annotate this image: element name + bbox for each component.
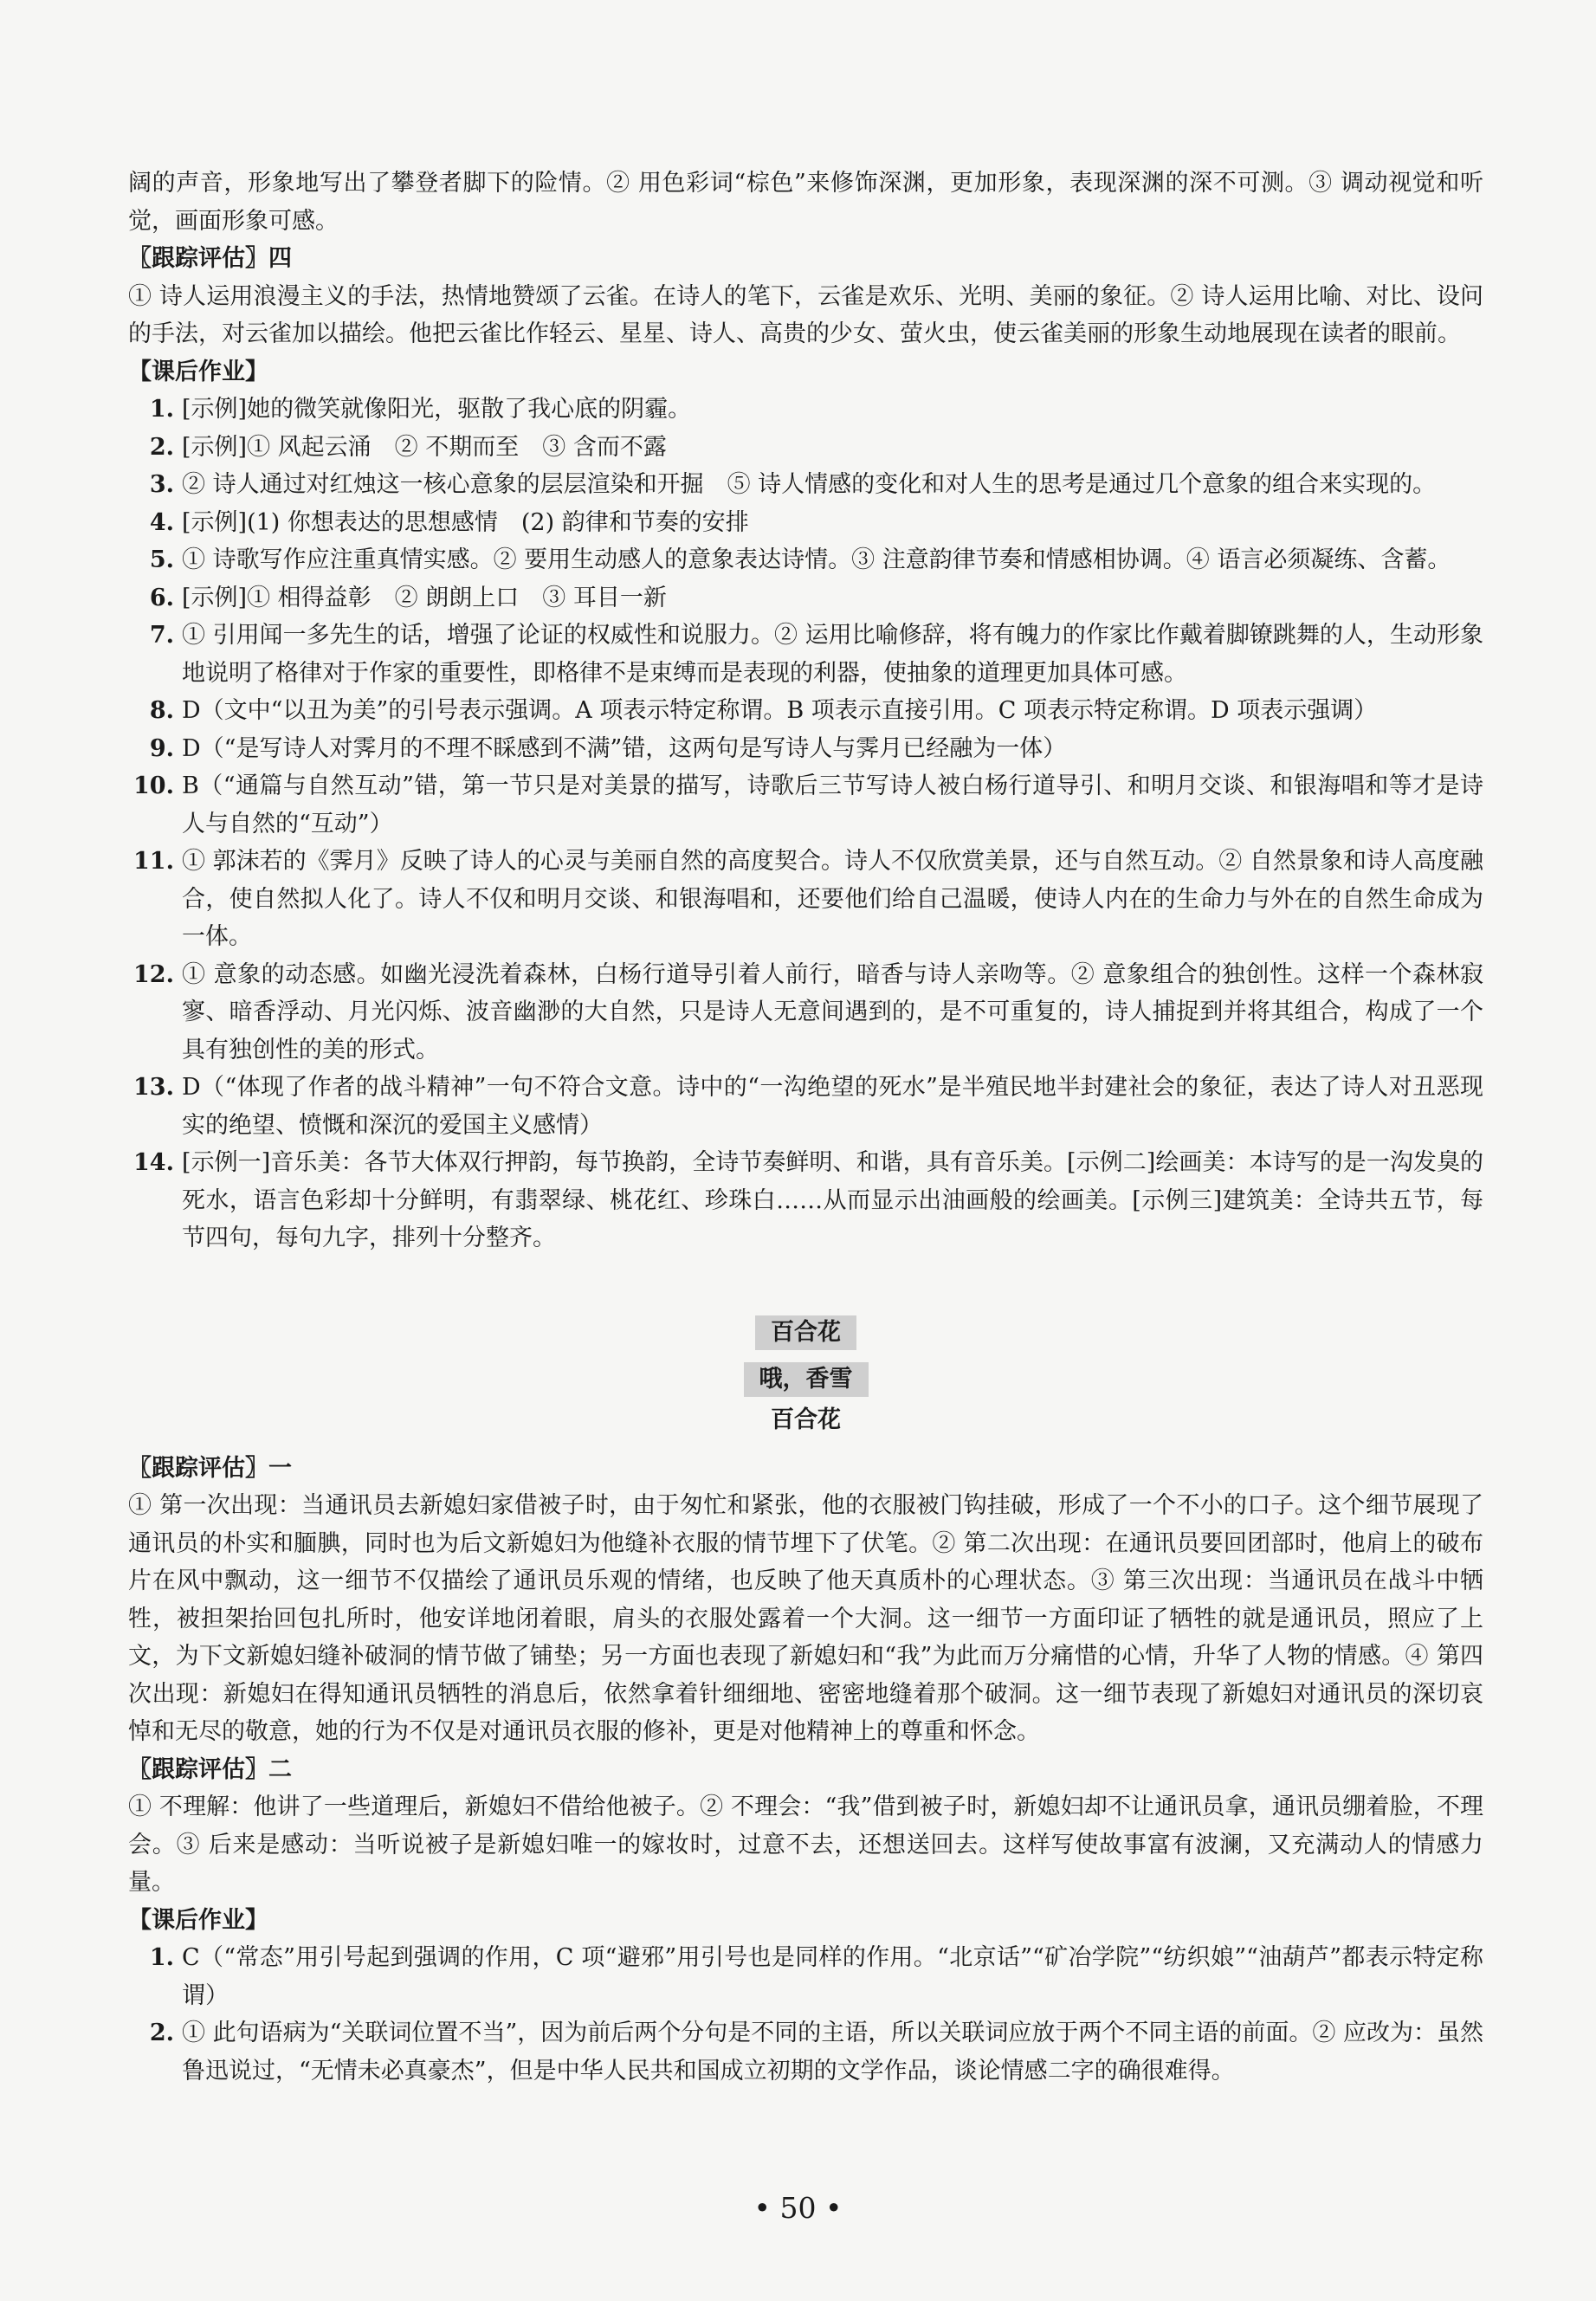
answer-number: 8. xyxy=(149,697,174,724)
answer-item-7 xyxy=(128,617,1483,692)
answer-item-14 xyxy=(128,1144,1483,1257)
answer-number: 2. xyxy=(149,2020,174,2046)
answer-text: [示例一]音乐美：各节大体双行押韵，每节换韵，全诗节奏鲜明、和谐，具有音乐美。[示例二]绘画美：本诗写的是一沟发臭的死水，语言色彩却十分鲜明，有翡翠绿、桃花红、珍珠白……从而显示出油画般的绘画美。[示例三]建筑美：全诗共五节，每节四句，每句九字，排列十分整齐。 xyxy=(182,1149,1483,1251)
tracking-assessment-2-label: 〖跟踪评估〗二 xyxy=(128,1755,292,1783)
answer-item-5 xyxy=(128,541,1483,579)
answer-number: 5. xyxy=(149,546,174,573)
answer-number: 3. xyxy=(149,471,174,498)
answer-number: 12. xyxy=(133,960,174,988)
answer-item-12 xyxy=(128,956,1483,1070)
homework-label: 【课后作业】 xyxy=(128,1906,268,1934)
answer-text: ① 诗歌写作应注重真情实感。② 要用生动感人的意象表达诗情。③ 注意韵律节奏和情感相协调。④ 语言必须凝练、含蓄。 xyxy=(182,546,1451,573)
answer-text: D（“体现了作者的战斗精神”一句不符合文意。诗中的“一沟绝望的死水”是半殖民地半封建社会的象征，表达了诗人对丑恶现实的绝望、愤慨和深沉的爱国主义感情） xyxy=(182,1074,1483,1139)
tracking-assessment-1-text: ① 第一次出现：当通讯员去新媳妇家借被子时，由于匆忙和紧张，他的衣服被门钩挂破，形成了一个不小的口子。这个细节展现了通讯员的朴实和腼腆，同时也为后文新媳妇为他缝补衣服的情节埋下了伏笔。② 第二次出现：在通讯员要回团部时，他肩上的破布片在风中飘动，这一细节不仅描绘了通讯员乐观的情绪，也反映了他天真质朴的心理状态。③ 第三次出现：当通讯员在战斗中牺牲，被担架抬回包扎所时，他安详地闭着眼，肩头的衣服处露着一个大洞。这一细节一方面印证了牺牲的就是通讯员，照应了上文，为下文新媳妇缝补破洞的情节做了铺垫；另一方面也表现了新媳妇和“我”为此而万分痛惜的心情，升华了人物的情感。④ 第四次出现：新媳妇在得知通讯员牺牲的消息后，依然拿着针细细地、密密地缝着那个破洞。这一细节表现了新媳妇对通讯员的深切哀悼和无尽的敬意，她的行为不仅是对通讯员衣服的修补，更是对他精神上的尊重和怀念。 xyxy=(128,1492,1483,1745)
answer-item-4 xyxy=(128,504,1483,542)
answer-text: [示例](1) 你想表达的思想感情 (2) 韵律和节奏的安排 xyxy=(182,508,749,536)
answer-text: ① 郭沫若的《霁月》反映了诗人的心灵与美丽自然的高度契合。诗人不仅欣赏美景，还与自然互动。② 自然景象和诗人高度融合，使自然拟人化了。诗人不仅和明月交谈、和银海唱和，还要他们给自己温暖，使诗人内在的生命力与外在的自然生命成为一体。 xyxy=(182,848,1483,950)
unit-title-box: 百合花 xyxy=(755,1315,856,1350)
tracking-assessment-1-label: 〖跟踪评估〗一 xyxy=(128,1454,292,1482)
answer-number: 6. xyxy=(149,584,174,611)
answer-number: 1. xyxy=(149,396,174,423)
answer-text: D（文中“以丑为美”的引号表示强调。A 项表示特定称谓。B 项表示直接引用。C 项表示特定称谓。D 项表示强调） xyxy=(182,697,1378,724)
answer-text: ① 引用闻一多先生的话，增强了论证的权威性和说服力。② 运用比喻修辞，将有魄力的作家比作戴着脚镣跳舞的人，生动形象地说明了格律对于作家的重要性，即格律不是束缚而是表现的利器，使抽象的道理更加具体可感。 xyxy=(182,622,1483,687)
answer-text: ② 诗人通过对红烛这一核心意象的层层渲染和开掘 ⑤ 诗人情感的变化和对人生的思考是通过几个意象的组合来实现的。 xyxy=(182,471,1437,498)
answer-number: 7. xyxy=(149,622,174,649)
answer-item-9 xyxy=(128,730,1483,768)
answer-text: [示例]① 相得益彰 ② 朗朗上口 ③ 耳目一新 xyxy=(182,584,667,611)
answer-text: [示例]她的微笑就像阳光，驱散了我心底的阴霾。 xyxy=(182,396,692,423)
answer-item-10 xyxy=(128,767,1483,843)
answer-item-3 xyxy=(128,466,1483,504)
answer-item-2 xyxy=(128,2014,1483,2090)
answer-number: 14. xyxy=(133,1149,174,1176)
answer-item-8 xyxy=(128,692,1483,730)
page-number: • 50 • xyxy=(753,2191,843,2225)
answer-text: [示例]① 风起云涌 ② 不期而至 ③ 含而不露 xyxy=(182,433,667,461)
answer-number: 11. xyxy=(133,848,174,875)
tracking-assessment-4-label: 〖跟踪评估〗四 xyxy=(128,245,292,272)
homework-answers-list xyxy=(128,391,1483,1257)
answer-text: C（“常态”用引号起到强调的作用，C 项“避邪”用引号也是同样的作用。“北京话”“矿冶学院”“纺织娘”“油葫芦”都表示特定称谓） xyxy=(182,1944,1483,2009)
continued-answer-paragraph: 阔的声音，形象地写出了攀登者脚下的险情。② 用色彩词“棕色”来修饰深渊，更加形象，表现深渊的深不可测。③ 调动视觉和听觉，画面形象可感。 xyxy=(128,170,1483,235)
answer-number: 13. xyxy=(133,1074,174,1101)
answer-item-1 xyxy=(128,391,1483,429)
answer-number: 4. xyxy=(149,508,174,536)
section-titles xyxy=(128,1309,1483,1438)
answer-text: D（“是写诗人对霁月的不理不睬感到不满”错，这两句是写诗人与霁月已经融为一体） xyxy=(182,734,1067,762)
answer-text: ① 此句语病为“关联词位置不当”，因为前后两个分句是不同的主语，所以关联词应放于两个不同主语的前面。② 应改为：虽然鲁迅说过，“无情未必真豪杰”，但是中华人民共和国成立初期的文学作品，谈论情感二字的确很难得。 xyxy=(182,2020,1483,2084)
answer-number: 1. xyxy=(149,1944,174,1971)
answer-item-6 xyxy=(128,579,1483,617)
homework-answers-list-2 xyxy=(128,1939,1483,2090)
lesson-title: 百合花 xyxy=(771,1406,841,1433)
answer-text: ① 意象的动态感。如幽光浸洗着森林，白杨行道导引着人前行，暗香与诗人亲吻等。② 意象组合的独创性。这样一个森林寂寥、暗香浮动、月光闪烁、波音幽渺的大自然，只是诗人无意间遇到的，是不可重复的，诗人捕捉到并将其组合，构成了一个具有独创性的美的形式。 xyxy=(182,960,1483,1063)
tracking-assessment-4-text: ① 诗人运用浪漫主义的手法，热情地赞颂了云雀。在诗人的笔下，云雀是欢乐、光明、美丽的象征。② 诗人运用比喻、对比、设问的手法，对云雀加以描绘。他把云雀比作轻云、星星、诗人、高贵的少女、萤火虫，使云雀美丽的形象生动地展现在读者的眼前。 xyxy=(128,282,1483,347)
page-content xyxy=(128,165,1483,2090)
answer-item-13 xyxy=(128,1069,1483,1144)
answer-item-11 xyxy=(128,843,1483,956)
answer-number: 9. xyxy=(149,734,174,762)
answer-item-2 xyxy=(128,429,1483,467)
homework-label: 【课后作业】 xyxy=(128,358,268,385)
tracking-assessment-2-text: ① 不理解：他讲了一些道理后，新媳妇不借给他被子。② 不理会：“我”借到被子时，新媳妇却不让通讯员拿，通讯员绷着脸，不理会。③ 后来是感动：当听说被子是新媳妇唯一的嫁妆时，过意不去，还想送回去。这样写使故事富有波澜，又充满动人的情感力量。 xyxy=(128,1794,1483,1896)
answer-text: B（“通篇与自然互动”错，第一节只是对美景的描写，诗歌后三节写诗人被白杨行道导引、和明月交谈、和银海唱和等才是诗人与自然的“互动”） xyxy=(182,772,1483,837)
answer-item-1 xyxy=(128,1939,1483,2014)
answer-number: 2. xyxy=(149,433,174,461)
unit-title-box: 哦，香雪 xyxy=(744,1362,869,1397)
answer-number: 10. xyxy=(133,772,174,799)
